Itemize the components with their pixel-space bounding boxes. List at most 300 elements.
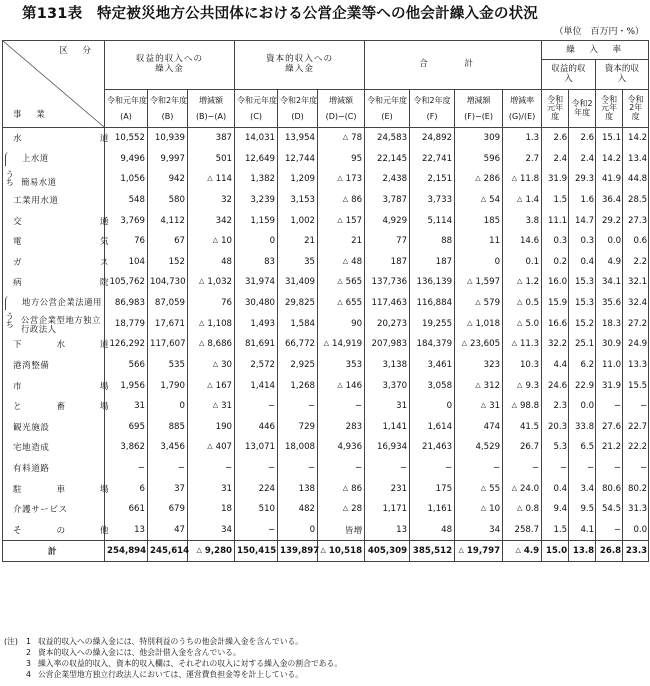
- cell: 16,934: [365, 437, 410, 458]
- row-label: 工業用水道: [3, 190, 105, 211]
- cell: △ 28: [318, 499, 365, 520]
- cell: 24.9: [623, 334, 649, 355]
- cell: 90: [318, 313, 365, 334]
- cell: 21.2: [596, 437, 623, 458]
- cell: 224: [235, 478, 278, 499]
- cell: −: [278, 396, 318, 417]
- cell: 80.2: [623, 478, 649, 499]
- cell: △ 157: [318, 210, 365, 231]
- cell: −: [455, 458, 503, 479]
- cell: 474: [455, 416, 503, 437]
- cell: 31.9: [542, 169, 569, 190]
- uchi-mark: うち: [5, 169, 15, 187]
- cell: 187: [365, 252, 410, 273]
- cell: 175: [410, 478, 455, 499]
- cell: 5.3: [542, 437, 569, 458]
- cell: 48: [410, 519, 455, 540]
- cell: △ 167: [188, 375, 235, 396]
- table-row: [3, 437, 649, 458]
- cell: 353: [318, 355, 365, 376]
- table-title: 第131表 特定被災地方公共団体における公営企業等への他会計繰入金の状況: [22, 6, 538, 22]
- table-row: [3, 355, 649, 376]
- cell: 14.2: [596, 149, 623, 170]
- cell: 15.2: [569, 313, 596, 334]
- cell: △ 579: [455, 293, 503, 314]
- row-label: 下 水 道: [3, 334, 105, 355]
- cell: 0: [278, 519, 318, 540]
- cell: 皆増: [318, 519, 365, 540]
- cell: 0: [235, 231, 278, 252]
- cell: 66,772: [278, 334, 318, 355]
- cell: 596: [455, 149, 503, 170]
- cell: 44.8: [623, 169, 649, 190]
- cell: 3.4: [569, 478, 596, 499]
- cell: 1,268: [278, 375, 318, 396]
- cell: 0.4: [542, 478, 569, 499]
- cell: 3,862: [105, 437, 148, 458]
- cell: 2.6: [542, 128, 569, 149]
- cell: 0.0: [569, 396, 596, 417]
- cell: −: [623, 396, 649, 417]
- cell: 3,733: [410, 190, 455, 211]
- row-label: 有料道路: [3, 458, 105, 479]
- cell: △ 146: [318, 375, 365, 396]
- cell: 695: [105, 416, 148, 437]
- cell: 0.1: [503, 252, 542, 273]
- cell: △ 98.8: [503, 396, 542, 417]
- cell: 15.3: [569, 272, 596, 293]
- cell: 1,382: [235, 169, 278, 190]
- cell: 14.6: [503, 231, 542, 252]
- table-row: [3, 272, 649, 293]
- cell: 86,983: [105, 293, 148, 314]
- cell: 1,141: [365, 416, 410, 437]
- col-header-f: 令和2年度 (F): [410, 90, 455, 128]
- col-header-c: 令和元年度 (C): [235, 90, 278, 128]
- data-table: [2, 40, 649, 562]
- note-line: 3 繰入率の収益的収入、資本的収入欄は、それぞれの収入に対する繰入金の割合である。: [26, 659, 343, 668]
- cell: 0: [148, 396, 188, 417]
- cell: △ 9,280: [188, 541, 235, 562]
- cell: 13,071: [235, 437, 278, 458]
- cell: 184,379: [410, 334, 455, 355]
- cell: △ 655: [318, 293, 365, 314]
- cell: 35: [278, 252, 318, 273]
- cell: △ 11.8: [503, 169, 542, 190]
- cell: 12,744: [278, 149, 318, 170]
- cell: 14.2: [623, 128, 649, 149]
- group-header-shihon: 資本的収入への繰入金: [235, 41, 365, 90]
- cell: 138: [278, 478, 318, 499]
- row-label: ガ ス: [3, 252, 105, 273]
- cell: 13.3: [623, 355, 649, 376]
- cell: 2,151: [410, 169, 455, 190]
- cell: 6.2: [569, 355, 596, 376]
- cell: 0.2: [542, 252, 569, 273]
- table-row: [3, 169, 649, 190]
- row-label: 駐 車 場: [3, 478, 105, 499]
- cell: 254,894: [105, 541, 148, 562]
- cell: 185: [455, 210, 503, 231]
- row-label: 計: [3, 541, 105, 562]
- row-label: 港湾整備: [3, 355, 105, 376]
- cell: △ 10: [455, 499, 503, 520]
- cell: 21,463: [410, 437, 455, 458]
- group-header-rate: 繰 入 率 収益的収入 資本的収入: [542, 41, 649, 90]
- cell: 0.0: [623, 519, 649, 540]
- cell: 580: [148, 190, 188, 211]
- cell: 31: [105, 396, 148, 417]
- cell: △ 78: [318, 128, 365, 149]
- cell: 24,583: [365, 128, 410, 149]
- col-header-b: 令和2年度 (B): [148, 90, 188, 128]
- cell: 25.1: [569, 334, 596, 355]
- col-header-rate2: 令和2年度: [569, 90, 596, 128]
- cell: 22,741: [410, 149, 455, 170]
- cell: 26.7: [503, 437, 542, 458]
- cell: 258.7: [503, 519, 542, 540]
- col-header-rate3: 令和元年度: [596, 90, 623, 128]
- cell: △ 14,919: [318, 334, 365, 355]
- cell: −: [596, 519, 623, 540]
- uchi-mark: [5, 152, 16, 166]
- cell: −: [318, 396, 365, 417]
- table-row: [3, 519, 649, 540]
- note-line: 4 公営企業型地方独立行政法人においては、運営費負担金等を計上している。: [26, 670, 304, 679]
- cell: 405,309: [365, 541, 410, 562]
- cell: 2,572: [235, 355, 278, 376]
- cell: △ 286: [455, 169, 503, 190]
- cell: 15.5: [623, 375, 649, 396]
- cell: 323: [455, 355, 503, 376]
- cell: 1,161: [410, 499, 455, 520]
- table-row: [3, 210, 649, 231]
- cell: 47: [148, 519, 188, 540]
- jigyo-label: 事 業: [13, 110, 48, 121]
- uchi-mark: [5, 296, 16, 310]
- cell: 10,552: [105, 128, 148, 149]
- uchi-mark: うち: [5, 312, 15, 330]
- table-row: [3, 293, 649, 314]
- cell: 510: [235, 499, 278, 520]
- cell: 150,415: [235, 541, 278, 562]
- cell: 81,691: [235, 334, 278, 355]
- cell: 5,114: [410, 210, 455, 231]
- cell: 88: [410, 231, 455, 252]
- cell: 446: [235, 416, 278, 437]
- cell: 83: [235, 252, 278, 273]
- cell: △ 31: [188, 396, 235, 417]
- cell: 190: [188, 416, 235, 437]
- cell: 21: [278, 231, 318, 252]
- cell: △ 312: [455, 375, 503, 396]
- cell: 23.3: [623, 541, 649, 562]
- cell: 231: [365, 478, 410, 499]
- cell: 2.3: [542, 396, 569, 417]
- cell: 18: [188, 499, 235, 520]
- row-label: そ の 他: [3, 519, 105, 540]
- table-row: [3, 252, 649, 273]
- cell: −: [503, 458, 542, 479]
- cell: 885: [148, 416, 188, 437]
- cell: 27.3: [623, 210, 649, 231]
- table-row: [3, 458, 649, 479]
- cell: △ 10: [188, 231, 235, 252]
- cell: 29.3: [569, 169, 596, 190]
- cell: 14.7: [569, 210, 596, 231]
- cell: 2,438: [365, 169, 410, 190]
- cell: 309: [455, 128, 503, 149]
- cell: 26.8: [596, 541, 623, 562]
- cell: −: [105, 458, 148, 479]
- cell: −: [596, 458, 623, 479]
- cell: 152: [148, 252, 188, 273]
- cell: 0.0: [596, 231, 623, 252]
- cell: 104,730: [148, 272, 188, 293]
- cell: 117,607: [148, 334, 188, 355]
- group-header-gokei: 合 計: [365, 41, 542, 90]
- cell: △ 173: [318, 169, 365, 190]
- note-line: (注) 1 収益的収入への繰入金には、特別利益のうちの他会計繰入金を含んでいる。: [4, 637, 304, 646]
- cell: 3.8: [503, 210, 542, 231]
- cell: △ 1.2: [503, 272, 542, 293]
- cell: 11.1: [542, 210, 569, 231]
- rate-shihon-header: 資本的収入: [604, 63, 640, 84]
- cell: △ 565: [318, 272, 365, 293]
- cell: △ 0.5: [503, 293, 542, 314]
- cell: 15.1: [596, 128, 623, 149]
- cell: 41.9: [596, 169, 623, 190]
- cell: 1,159: [235, 210, 278, 231]
- cell: 3,456: [148, 437, 188, 458]
- cell: 1,414: [235, 375, 278, 396]
- cell: 1,790: [148, 375, 188, 396]
- cell: 4,112: [148, 210, 188, 231]
- group-header-shueki: 収益的収入への繰入金: [105, 41, 235, 90]
- cell: 2.7: [503, 149, 542, 170]
- cell: 1,171: [365, 499, 410, 520]
- cell: 1,209: [278, 169, 318, 190]
- cell: 6.5: [569, 437, 596, 458]
- table-row: [3, 478, 649, 499]
- cell: 3,787: [365, 190, 410, 211]
- cell: 2.4: [542, 149, 569, 170]
- row-label: 病 院: [3, 272, 105, 293]
- cell: 0: [455, 252, 503, 273]
- cell: 30,480: [235, 293, 278, 314]
- cell: 9,496: [105, 149, 148, 170]
- cell: 387: [188, 128, 235, 149]
- cell: 36.4: [596, 190, 623, 211]
- table-row: [3, 128, 649, 149]
- cell: 32.2: [542, 334, 569, 355]
- cell: 117,463: [365, 293, 410, 314]
- cell: 4.4: [542, 355, 569, 376]
- row-label: 観光施設: [3, 416, 105, 437]
- cell: 3,239: [235, 190, 278, 211]
- table-row: [3, 416, 649, 437]
- note-line: 2 資本的収入への繰入金には、他会計借入金を含んでいる。: [26, 648, 241, 657]
- cell: 105,762: [105, 272, 148, 293]
- cell: 1,584: [278, 313, 318, 334]
- cell: 1.5: [542, 190, 569, 211]
- cell: 1.5: [542, 519, 569, 540]
- table-row: [3, 396, 649, 417]
- cell: 80.6: [596, 478, 623, 499]
- cell: △ 114: [188, 169, 235, 190]
- cell: 0.3: [569, 231, 596, 252]
- cell: 4.9: [596, 252, 623, 273]
- cell: △ 9.3: [503, 375, 542, 396]
- row-label: 地方公営企業法適用: [3, 293, 105, 314]
- row-label: 上水道: [3, 149, 105, 170]
- cell: 139,897: [278, 541, 318, 562]
- table-row: [3, 499, 649, 520]
- cell: 10,939: [148, 128, 188, 149]
- cell: 20,273: [365, 313, 410, 334]
- col-header-rate4: 令和2年度: [623, 90, 649, 128]
- cell: 76: [105, 231, 148, 252]
- cell: 29.2: [596, 210, 623, 231]
- cell: −: [623, 458, 649, 479]
- cell: 11.0: [596, 355, 623, 376]
- cell: 0.6: [623, 231, 649, 252]
- cell: 4,529: [455, 437, 503, 458]
- col-header-e: 令和元年度 (E): [365, 90, 410, 128]
- cell: 9,997: [148, 149, 188, 170]
- cell: −: [596, 396, 623, 417]
- cell: 77: [365, 231, 410, 252]
- cell: −: [318, 458, 365, 479]
- cell: △ 1,018: [455, 313, 503, 334]
- cell: 32: [188, 190, 235, 211]
- table-row: [3, 541, 649, 562]
- cell: △ 5.0: [503, 313, 542, 334]
- table-row: [3, 375, 649, 396]
- cell: 3,769: [105, 210, 148, 231]
- table-row: [3, 334, 649, 355]
- col-header-dc: 増減額 (D)−(C): [318, 90, 365, 128]
- cell: △ 1,597: [455, 272, 503, 293]
- col-header-d: 令和2年度 (D): [278, 90, 318, 128]
- cell: 13.4: [623, 149, 649, 170]
- cell: 1.6: [569, 190, 596, 211]
- cell: 13.8: [569, 541, 596, 562]
- cell: −: [278, 458, 318, 479]
- cell: 33.8: [569, 416, 596, 437]
- cell: 18.3: [596, 313, 623, 334]
- cell: △ 1,032: [188, 272, 235, 293]
- cell: 34.1: [596, 272, 623, 293]
- cell: 4,936: [318, 437, 365, 458]
- cell: 1,493: [235, 313, 278, 334]
- cell: 245,614: [148, 541, 188, 562]
- cell: 187: [410, 252, 455, 273]
- cell: △ 11.3: [503, 334, 542, 355]
- cell: 22,145: [365, 149, 410, 170]
- cell: −: [410, 458, 455, 479]
- cell: 32.1: [623, 272, 649, 293]
- cell: 27.6: [596, 416, 623, 437]
- cell: 76: [188, 293, 235, 314]
- cell: −: [188, 458, 235, 479]
- cell: 9.4: [542, 499, 569, 520]
- cell: 67: [148, 231, 188, 252]
- cell: 137,736: [365, 272, 410, 293]
- unit-label: （単位 百万円・%）: [554, 27, 644, 37]
- cell: 48: [188, 252, 235, 273]
- cell: 548: [105, 190, 148, 211]
- cell: 34: [188, 519, 235, 540]
- cell: 116,884: [410, 293, 455, 314]
- cell: 22.2: [623, 437, 649, 458]
- cell: 0: [410, 396, 455, 417]
- col-header-ge: 増減率 (G)/(E): [503, 90, 542, 128]
- cell: △ 1,108: [188, 313, 235, 334]
- cell: 41.5: [503, 416, 542, 437]
- cell: 535: [148, 355, 188, 376]
- cell: 24.6: [542, 375, 569, 396]
- col-header-ba: 増減額 (B)−(A): [188, 90, 235, 128]
- cell: 35.6: [596, 293, 623, 314]
- cell: 679: [148, 499, 188, 520]
- cell: 2.6: [569, 128, 596, 149]
- cell: −: [235, 396, 278, 417]
- cell: 283: [318, 416, 365, 437]
- cell: 1,614: [410, 416, 455, 437]
- cell: 31.3: [623, 499, 649, 520]
- cell: 19,255: [410, 313, 455, 334]
- cell: 28.5: [623, 190, 649, 211]
- cell: △ 0.8: [503, 499, 542, 520]
- row-label: 市 場: [3, 375, 105, 396]
- row-label: 電 気: [3, 231, 105, 252]
- corner-header: [3, 41, 105, 128]
- cell: 3,058: [410, 375, 455, 396]
- cell: 2.4: [569, 149, 596, 170]
- cell: △ 30: [188, 355, 235, 376]
- cell: 3,370: [365, 375, 410, 396]
- cell: 501: [188, 149, 235, 170]
- cell: 385,512: [410, 541, 455, 562]
- cell: △ 19,797: [455, 541, 503, 562]
- table-row: [3, 231, 649, 252]
- cell: △ 55: [455, 478, 503, 499]
- cell: 32.4: [623, 293, 649, 314]
- cell: 207,983: [365, 334, 410, 355]
- cell: 95: [318, 149, 365, 170]
- row-label: うち公営企業型地方独立行政法人: [3, 313, 105, 334]
- cell: 87,059: [148, 293, 188, 314]
- cell: △ 86: [318, 190, 365, 211]
- cell: 14,031: [235, 128, 278, 149]
- row-label: 水 道: [3, 128, 105, 149]
- cell: 1.3: [503, 128, 542, 149]
- cell: 1,002: [278, 210, 318, 231]
- cell: △ 48: [318, 252, 365, 273]
- cell: 31: [365, 396, 410, 417]
- cell: △ 23,605: [455, 334, 503, 355]
- cell: 27.2: [623, 313, 649, 334]
- cell: 6: [105, 478, 148, 499]
- cell: 15.9: [542, 293, 569, 314]
- cell: 20.3: [542, 416, 569, 437]
- cell: 13: [105, 519, 148, 540]
- cell: 22.9: [569, 375, 596, 396]
- cell: 0.3: [542, 231, 569, 252]
- cell: −: [235, 458, 278, 479]
- cell: 34: [455, 519, 503, 540]
